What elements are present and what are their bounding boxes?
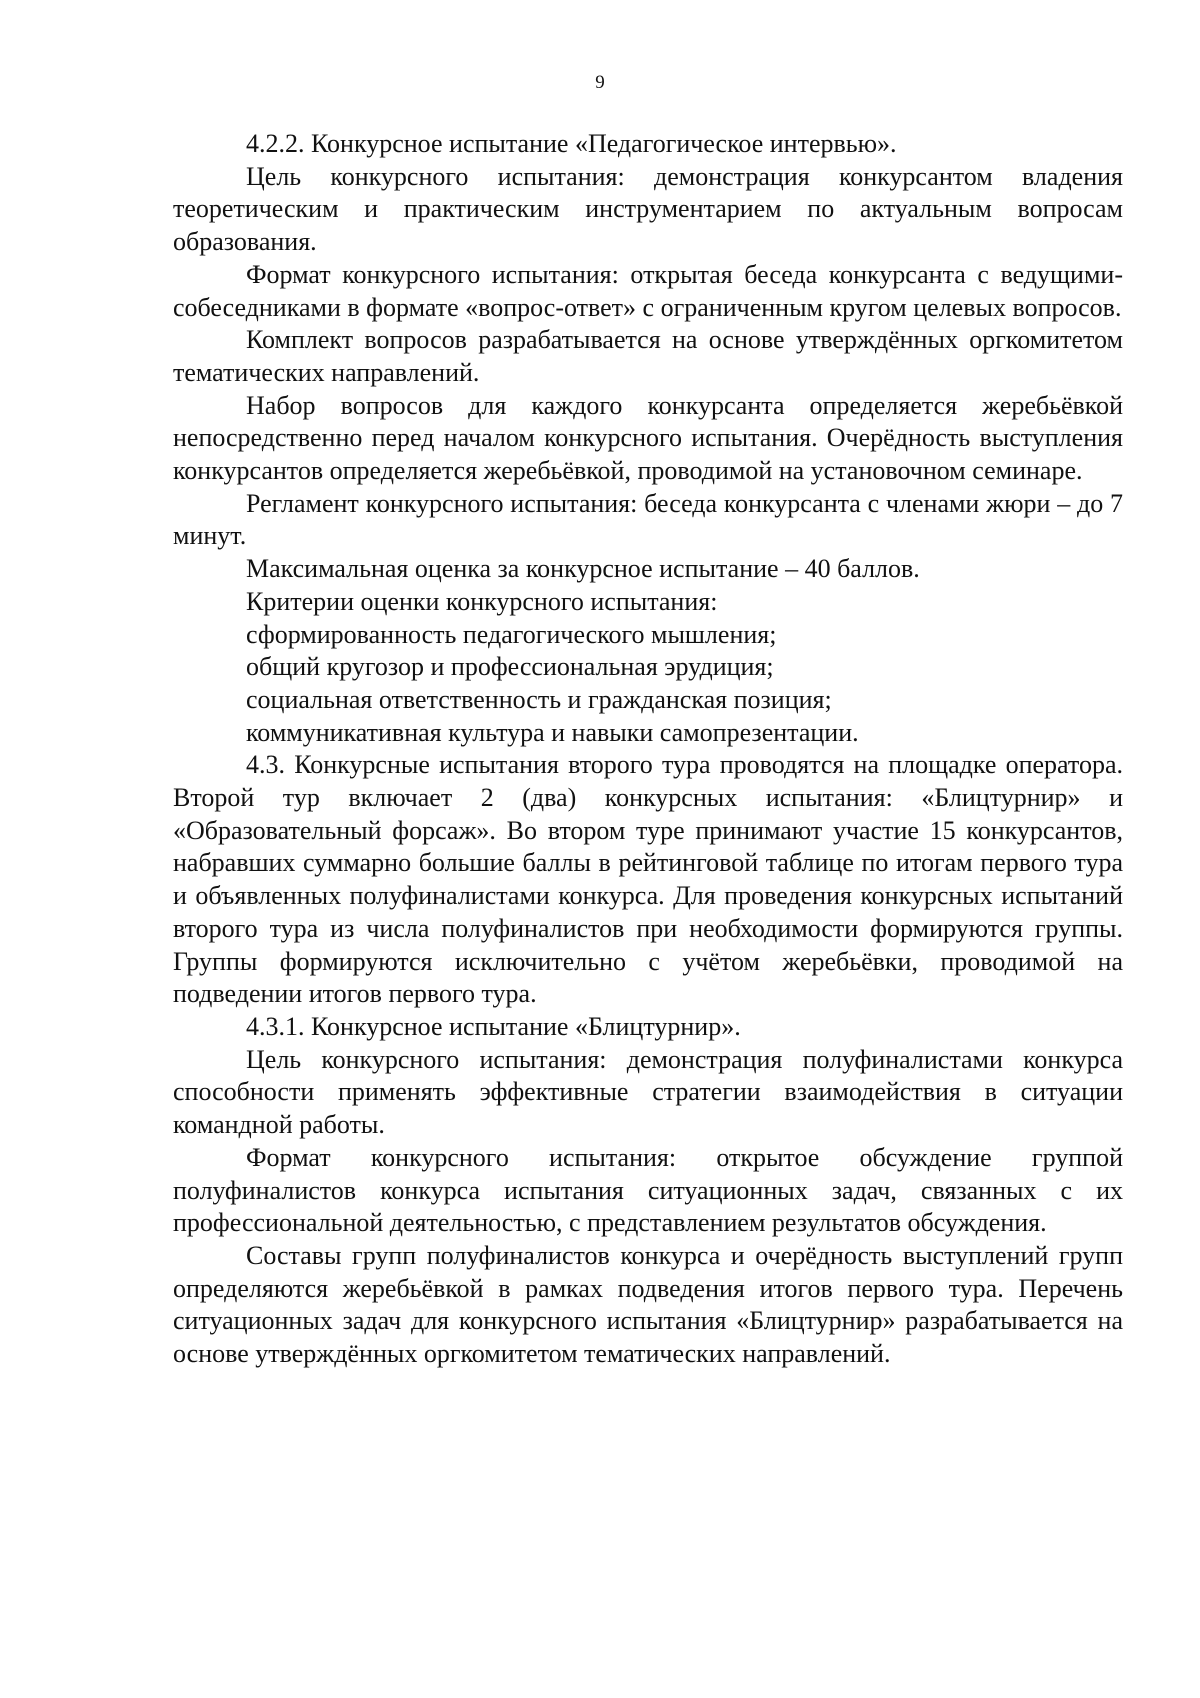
paragraph: 4.2.2. Конкурсное испытание «Педагогическое интервью».	[246, 129, 897, 158]
paragraph: Комплект вопросов разрабатывается на основе утверждённых оргкомитетом тематических направлений.	[173, 325, 1123, 387]
paragraph: Максимальная оценка за конкурсное испытание – 40 баллов.	[246, 554, 920, 584]
paragraph: общий кругозор и профессиональная эрудиция;	[246, 652, 774, 682]
paragraph: Составы групп полуфиналистов конкурса и очерёдность выступлений групп определяются жеребьёвкой в рамках подведения итогов первого тура. Перечень ситуационных задач для конкурсного испытания «Блицтурнир» разрабатывается на основе утверждённых оргкомитетом тематических направлений.	[173, 1240, 1123, 1369]
paragraph: Формат конкурсного испытания: открытая беседа конкурсанта с ведущими-собеседниками в формате «вопрос-ответ» с ограниченным кругом целевых вопросов.	[173, 259, 1123, 322]
paragraph: Критерии оценки конкурсного испытания:	[246, 586, 718, 616]
paragraph: коммуникативная культура и навыки самопрезентации.	[246, 717, 859, 747]
document-body	[173, 128, 1123, 1371]
paragraph: сформированность педагогического мышления;	[246, 619, 777, 649]
paragraph: 4.3.1. Конкурсное испытание «Блицтурнир».	[246, 1011, 741, 1041]
paragraph: Цель конкурсного испытания: демонстрация конкурсантом владения теоретическим и практическим инструментарием по актуальным вопросам образования.	[173, 161, 1123, 257]
page-number: 9	[595, 72, 605, 93]
paragraph: Цель конкурсного испытания: демонстрация полуфиналистами конкурса способности применять эффективные стратегии взаимодействия в ситуации командной работы.	[173, 1044, 1123, 1140]
paragraph: Формат конкурсного испытания: открытое обсуждение группой полуфиналистов конкурса испытания ситуационных задач, связанных с их профессиональной деятельностью, с представлением результатов обсуждения.	[173, 1142, 1123, 1238]
paragraph: 4.3. Конкурсные испытания второго тура проводятся на площадке оператора. Второй тур включает 2 (два) конкурсных испытания: «Блицтурнир» и «Образовательный форсаж». Во втором туре принимают участие 15 конкурсантов, набравших суммарно большие баллы в рейтинговой таблице по итогам первого тура и объявленных полуфиналистами конкурса. Для проведения конкурсных испытаний второго тура из числа полуфиналистов при необходимости формируются группы. Группы формируются исключительно с учётом жеребьёвки, проводимой на подведении итогов первого тура.	[173, 750, 1123, 1009]
paragraph: социальная ответственность и гражданская позиция;	[246, 684, 832, 714]
paragraph: Набор вопросов для каждого конкурсанта определяется жеребьёвкой непосредственно перед началом конкурсного испытания. Очерёдность выступления конкурсантов определяется жеребьёвкой, проводимой на установочном семинаре.	[173, 390, 1123, 486]
paragraph: Регламент конкурсного испытания: беседа конкурсанта с членами жюри – до 7 минут.	[173, 488, 1123, 551]
